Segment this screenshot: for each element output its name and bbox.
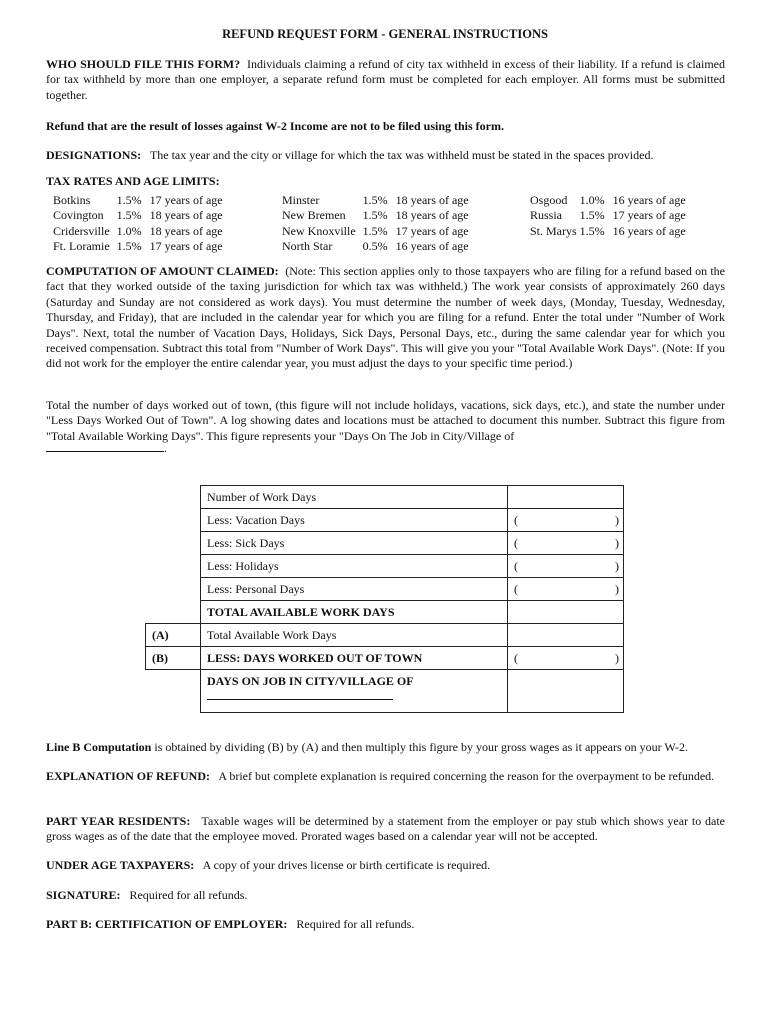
row-amount-field[interactable] (508, 532, 624, 555)
paren-open: ( (514, 559, 518, 573)
line-b-section (46, 740, 725, 755)
who-should-file-heading: WHO SHOULD FILE THIS FORM? (46, 57, 241, 71)
rates-column-1 (53, 193, 223, 255)
signature-section (46, 888, 725, 903)
rate-age: 17 years of age (395, 223, 469, 238)
row-amount-field[interactable] (508, 601, 624, 624)
row-label: Total Available Work Days (201, 624, 508, 647)
table-row (146, 624, 624, 647)
rate-rate: 1.5% (116, 193, 142, 207)
part-year-text: Taxable wages will be determined by a statement from the employer or pay stub which shows year to date gross wages as of the date that the employee moved. Prorated wages based on a calendar year will not be accepted. (46, 814, 725, 844)
designations-heading: DESIGNATIONS: (46, 148, 142, 162)
rate-row (53, 224, 223, 239)
explanation-text: A brief but complete explanation is required concerning the reason for the overpayment to be refunded. (218, 769, 715, 783)
rate-city: Cridersville (53, 223, 110, 238)
row-label: Less: Holidays (201, 555, 508, 578)
row-amount-field[interactable] (508, 647, 624, 670)
row-key (146, 601, 201, 624)
rate-row (53, 208, 223, 223)
rate-age: 17 years of age (149, 239, 223, 254)
paren-open: ( (514, 651, 518, 665)
tax-rates-section (46, 174, 726, 192)
rates-column-3 (530, 193, 686, 239)
under-age-heading: UNDER AGE TAXPAYERS: (46, 858, 195, 872)
rate-age: 18 years of age (149, 223, 223, 238)
under-age-section (46, 858, 725, 873)
table-row (146, 509, 624, 532)
rate-city: New Bremen (282, 208, 346, 223)
rate-row (282, 193, 469, 208)
w2-note: Refund that are the result of losses against W-2 Income are not to be filed using this form. (46, 119, 504, 133)
rate-city: St. Marys (530, 223, 577, 238)
rate-age: 18 years of age (149, 208, 223, 223)
rate-age: 17 years of age (149, 193, 223, 207)
row-amount-field[interactable] (508, 624, 624, 647)
rate-rate: 1.5% (579, 223, 605, 238)
row-key (146, 578, 201, 601)
row-amount-field[interactable] (508, 578, 624, 601)
rate-age: 16 years of age (612, 193, 686, 207)
rate-row (282, 239, 469, 254)
rate-rate: 0.5% (362, 239, 388, 254)
rate-city: Minster (282, 193, 320, 207)
row-key (146, 509, 201, 532)
rate-city: New Knoxville (282, 223, 356, 238)
table-row (146, 555, 624, 578)
paren-open: ( (514, 513, 518, 527)
table-row (146, 578, 624, 601)
row-key: (A) (146, 624, 201, 647)
paren-open: ( (514, 582, 518, 596)
rate-rate: 1.5% (116, 208, 142, 223)
days-out-of-town-text: Total the number of days worked out of town, (this figure will not include holidays, vacations, sick days, etc.), and state the number under "Less Days Worked Out of Town". A log showing dates and locations must be attached to document this number. Subtract this figure from "Total Available Working Days". This figure represents your "Days On The Job in City/Village of (46, 398, 725, 443)
rate-row (53, 239, 223, 254)
rates-column-2 (282, 193, 469, 255)
part-b-text: Required for all refunds. (296, 917, 415, 931)
work-days-table (145, 485, 624, 713)
computation-section (46, 264, 725, 372)
table-row (146, 532, 624, 555)
paren-close: ) (615, 536, 619, 550)
rate-rate: 1.0% (579, 193, 605, 207)
who-should-file-text: Individuals claiming a refund of city tax withheld in excess of their liability. If a refund is claimed for tax withheld by more than one employer, a separate refund form must be completed for each employer. All forms must be submitted together. (46, 57, 725, 102)
row-key (146, 486, 201, 509)
rate-city: Botkins (53, 193, 91, 207)
row-label: Less: Personal Days (201, 578, 508, 601)
designations-text: The tax year and the city or village for which the tax was withheld must be stated in the spaces provided. (149, 148, 654, 162)
city-village-name-line[interactable] (207, 699, 393, 700)
rate-rate: 1.5% (362, 223, 388, 238)
rate-row (282, 208, 469, 223)
who-should-file-section (46, 57, 725, 103)
rate-city: Covington (53, 208, 104, 223)
line-b-text: is obtained by dividing (B) by (A) and then multiply this figure by your gross wages as it appears on your W-2. (154, 740, 689, 754)
rate-row (530, 193, 686, 208)
row-label: Less: Vacation Days (201, 509, 508, 532)
signature-heading: SIGNATURE: (46, 888, 121, 902)
rate-rate: 1.5% (579, 208, 605, 223)
city-village-line[interactable] (46, 441, 164, 452)
rate-row (53, 193, 223, 208)
rate-age: 16 years of age (612, 223, 686, 238)
rate-city: Osgood (530, 193, 568, 207)
part-b-heading: PART B: CERTIFICATION OF EMPLOYER: (46, 917, 288, 931)
paren-close: ) (615, 582, 619, 596)
rate-age: 16 years of age (395, 239, 469, 254)
rate-row (530, 224, 686, 239)
rate-rate: 1.0% (116, 223, 142, 238)
designations-section (46, 148, 725, 163)
signature-text: Required for all refunds. (129, 888, 248, 902)
tax-rates-heading: TAX RATES AND AGE LIMITS: (46, 174, 220, 188)
rate-rate: 1.5% (116, 239, 142, 254)
row-key (146, 532, 201, 555)
explanation-section (46, 769, 725, 784)
days-on-job-label: DAYS ON JOB IN CITY/VILLAGE OF (201, 670, 508, 713)
table-row (146, 647, 624, 670)
days-on-job-amount-field[interactable] (508, 670, 624, 713)
row-key (146, 555, 201, 578)
row-key: (B) (146, 647, 201, 670)
rate-age: 18 years of age (395, 208, 469, 223)
row-label: Less: Sick Days (201, 532, 508, 555)
paren-open: ( (514, 536, 518, 550)
part-year-heading: PART YEAR RESIDENTS: (46, 814, 191, 828)
rate-rate: 1.5% (362, 208, 388, 223)
rate-row (530, 208, 686, 223)
row-amount-field[interactable] (508, 486, 624, 509)
rate-city: Ft. Loramie (53, 239, 110, 254)
rate-row (282, 224, 469, 239)
rate-age: 18 years of age (395, 193, 469, 207)
computation-text: (Note: This section applies only to those taxpayers who are filing for a refund based on the fact that they worked outside of the taxing jurisdiction for which tax was withheld.) The work year consists of approximately 260 days (Saturday and Sunday are not considered as work days). You must determine the number of week days, (Monday, Tuesday, Wednesday, Thursday, and Friday), that are included in the calendar year for which you are filing for a refund. Enter the total under "Number of Work Days". Next, total the number of Vacation Days, Holidays, Sick Days, Personal Days, etc., during the same calendar year for which you received compensation. Subtract this total from "Number of Work Days". This will give you your "Total Available Work Days". (Note: If you did not work for the employer the entire calendar year, you must adjust the days to your specific time period.) (46, 264, 726, 371)
row-label: TOTAL AVAILABLE WORK DAYS (201, 601, 508, 624)
rate-city: North Star (282, 239, 333, 254)
document-title: REFUND REQUEST FORM - GENERAL INSTRUCTIONS (222, 27, 548, 41)
table-row-days-on-job (146, 670, 624, 713)
table-row (146, 486, 624, 509)
row-amount-field[interactable] (508, 555, 624, 578)
city-village-blank: . (46, 441, 167, 456)
rate-city: Russia (530, 208, 563, 223)
computation-heading: COMPUTATION OF AMOUNT CLAIMED: (46, 264, 279, 278)
row-amount-field[interactable] (508, 509, 624, 532)
rate-rate: 1.5% (362, 193, 388, 207)
line-b-heading: Line B Computation (46, 740, 152, 754)
under-age-text: A copy of your drives license or birth certificate is required. (202, 858, 491, 872)
part-b-section (46, 917, 725, 932)
paren-close: ) (615, 559, 619, 573)
paren-close: ) (615, 651, 619, 665)
days-out-of-town-section (46, 398, 725, 444)
explanation-heading: EXPLANATION OF REFUND: (46, 769, 210, 783)
row-label: LESS: DAYS WORKED OUT OF TOWN (201, 647, 508, 670)
table-row (146, 601, 624, 624)
paren-close: ) (615, 513, 619, 527)
rate-age: 17 years of age (612, 208, 686, 223)
part-year-section (46, 814, 725, 845)
row-label: Number of Work Days (201, 486, 508, 509)
